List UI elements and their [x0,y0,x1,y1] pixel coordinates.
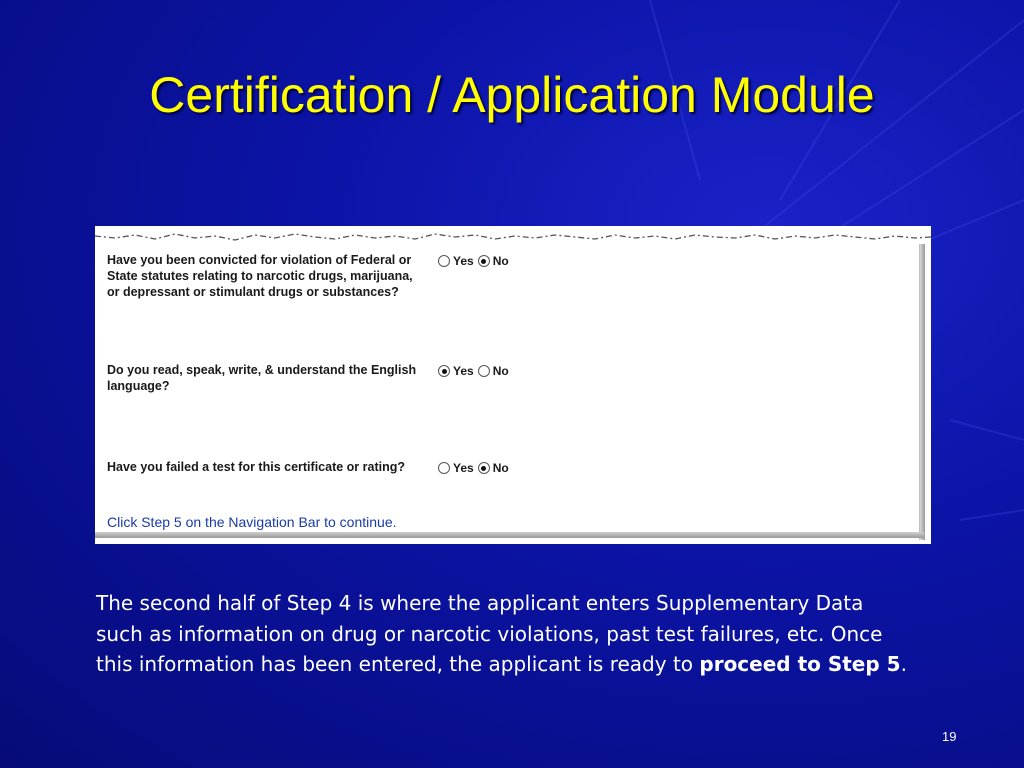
radio-no-label: No [492,364,509,378]
radio-yes-label: Yes [453,461,474,475]
frame-shadow-right [919,244,925,540]
radio-no[interactable] [478,255,490,267]
radio-yes-label: Yes [453,254,474,268]
question-text: Have you failed a test for this certificate or rating? [107,460,405,474]
radio-yes[interactable] [438,462,450,474]
body-text-plain: The second half of Step 4 is where the applicant enters Supplementary Data such as information on drug or narcotic violations, past test failures, etc. Once this information has been entered, the applicant is ready to [96,591,883,676]
radio-no[interactable] [478,365,490,377]
radio-no[interactable] [478,462,490,474]
body-text-bold: proceed to Step 5 [699,652,901,676]
radio-no-label: No [492,461,509,475]
body-text-end: . [900,652,907,676]
question-text: Do you read, speak, write, & understand the English language? [107,363,417,393]
frame-shadow-bottom [95,532,924,538]
slide-body-text [96,588,916,680]
nav-hint: Click Step 5 on the Navigation Bar to continue. [107,514,397,530]
question-text: Have you been convicted for violation of Federal or State statutes relating to narcotic drugs, marijuana, or depressant or stimulant drugs or substances? [107,253,413,299]
form-screenshot [95,226,931,544]
radio-no-label: No [492,254,509,268]
radio-group [438,364,513,378]
page-number: 19 [942,729,957,744]
radio-yes-label: Yes [453,364,474,378]
torn-edge [95,226,931,244]
radio-group [438,461,513,475]
radio-yes[interactable] [438,365,450,377]
slide-title: Certification / Application Module [149,67,875,123]
radio-yes[interactable] [438,255,450,267]
radio-group [438,254,513,268]
